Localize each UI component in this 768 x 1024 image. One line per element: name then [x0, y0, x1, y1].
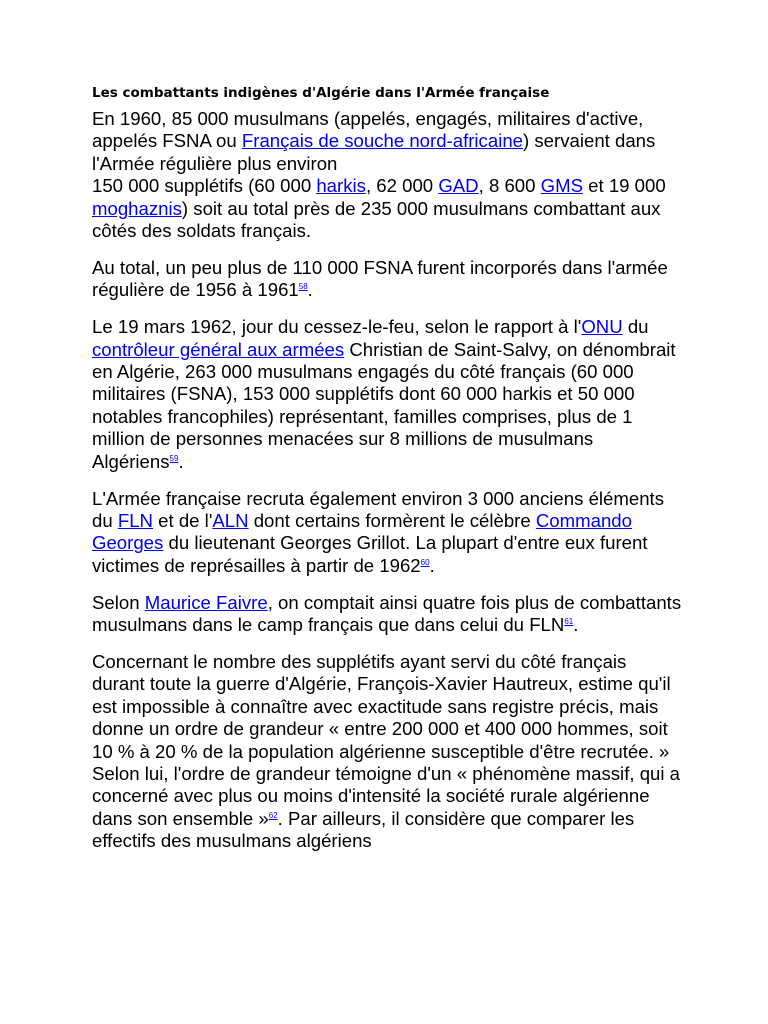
text-run: du: [622, 316, 649, 338]
wiki-link[interactable]: FLN: [117, 510, 153, 531]
wiki-link[interactable]: GAD: [438, 175, 479, 197]
footnote-ref[interactable]: [269, 811, 278, 820]
text-run: . Par ailleurs, il considère que comparer les effectifs des musulmans algériens: [92, 807, 635, 852]
text-run: , 62 000: [365, 175, 439, 197]
text-run: ) soit au total près de 235 000 musulmans combattant aux côtés des soldats français.: [92, 197, 661, 242]
text-run: du lieutenant Georges Grillot. La plupart d'entre eux furent victimes de représailles à partir de 1962: [92, 532, 648, 576]
text-run: Selon: [92, 591, 145, 613]
footnote-link[interactable]: 59: [169, 453, 179, 463]
text-run: ) servaient dans l'Armée régulière plus environ: [92, 130, 656, 174]
text-run: En 1960, 85 000 musulmans (appelés, engagés, militaires d'active, appelés FSNA ou: [92, 108, 644, 152]
paragraph: [92, 108, 682, 242]
paragraph: [92, 592, 682, 637]
text-run: L'Armée française recruta également environ 3 000 anciens éléments du: [92, 487, 665, 531]
text-run: 150 000 supplétifs (60 000: [92, 175, 317, 197]
section-heading: Les combattants indigènes d'Algérie dans l'Armée française: [92, 85, 550, 101]
text-run: dont certains formèrent le célèbre: [248, 510, 536, 531]
wiki-link[interactable]: Commando Georges: [92, 510, 632, 554]
footnote-ref[interactable]: [421, 558, 430, 567]
text-run: , 8 600: [478, 175, 541, 197]
text-run: .: [307, 279, 313, 301]
text-run: .: [178, 450, 184, 472]
paragraph: [92, 316, 682, 473]
footnote-link[interactable]: 62: [268, 810, 278, 820]
footnote-link[interactable]: 58: [298, 282, 308, 292]
paragraph: [92, 488, 682, 578]
text-run: et 19 000: [583, 175, 666, 197]
wiki-link[interactable]: GMS: [540, 175, 583, 197]
text-run: , on comptait ainsi quatre fois plus de combattants musulmans dans le camp français que dans celui du FLN: [92, 591, 682, 636]
text-run: .: [429, 554, 435, 576]
wiki-link[interactable]: harkis: [316, 175, 366, 197]
wiki-link[interactable]: moghaznis: [92, 197, 182, 219]
footnote-link[interactable]: 60: [420, 557, 430, 567]
article-body: [92, 108, 682, 853]
footnote-link[interactable]: 61: [564, 616, 574, 626]
text-run: Christian de Saint-Salvy, on dénombrait en Algérie, 263 000 musulmans engagés du côté français (60 000 militaires (FSNA), 153 000 supplétifs dont 60 000 harkis et 50 000 notables francophiles) représentant, familles comprises, plus de 1 million de personnes menacées sur 8 millions de musulmans Algériens: [92, 338, 676, 472]
text-run: .: [573, 614, 579, 636]
text-run: et de l': [153, 510, 213, 531]
paragraph: [92, 257, 682, 302]
wiki-link[interactable]: ALN: [212, 510, 249, 531]
footnote-ref[interactable]: [564, 617, 573, 626]
wiki-link[interactable]: Français de souche nord-africaine: [241, 130, 524, 152]
wiki-link[interactable]: contrôleur général aux armées: [92, 338, 345, 360]
wiki-link[interactable]: Maurice Faivre: [144, 591, 268, 613]
text-run: Au total, un peu plus de 110 000 FSNA furent incorporés dans l'armée régulière de 1956 à 1961: [92, 256, 668, 301]
paragraph: [92, 651, 682, 853]
document-page: [92, 84, 682, 867]
text-run: Le 19 mars 1962, jour du cessez-le-feu, selon le rapport à l': [92, 316, 582, 338]
wiki-link[interactable]: ONU: [581, 316, 623, 338]
footnote-ref[interactable]: [299, 282, 308, 291]
text-run: Concernant le nombre des supplétifs ayant servi du côté français durant toute la guerre d'Algérie, François-Xavier Hautreux, estime qu'il est impossible à connaître avec exactitude sans registre précis, mais donne un ordre de grandeur « entre 200 000 et 400 000 hommes, soit 10 % à 20 % de la population algérienne susceptible d'être recrutée. » Selon lui, l'ordre de grandeur témoigne d'un « phénomène massif, qui a concerné avec plus ou moins d'intensité la société rurale algérienne dans son ensemble »: [92, 651, 681, 829]
